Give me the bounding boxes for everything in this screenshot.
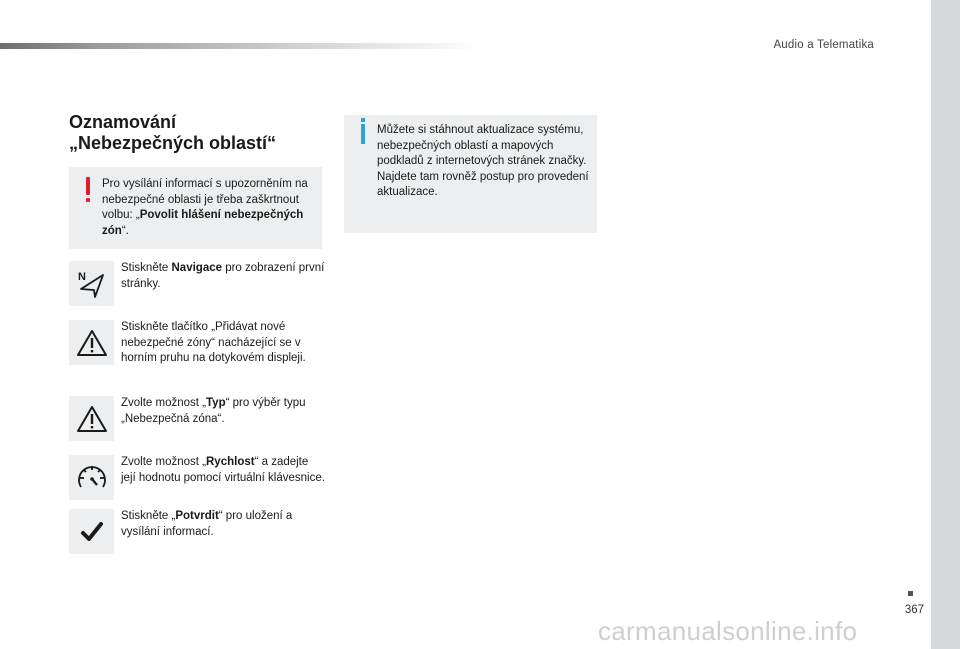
step-add-danger-zone: [69, 320, 329, 365]
warning-note-text: Pro vysílání informací s upozorněním na nebezpečné oblasti je třeba zaškrtnout volbu: „Povolit hlášení nebezpečných zón“.: [102, 178, 308, 237]
page-number: 367: [904, 604, 924, 616]
svg-text:N: N: [77, 270, 86, 283]
page-heading: [69, 112, 276, 154]
warning-note-option: Povolit hlášení nebezpečných zón: [102, 209, 304, 237]
step-navigation: [69, 261, 329, 306]
speedometer-icon: [69, 455, 114, 500]
step-text: Stiskněte Navigace pro zobrazení první stránky.: [121, 262, 325, 290]
warning-triangle-icon: [69, 320, 114, 365]
info-icon: [361, 124, 365, 144]
step-text: Zvolte možnost „Typ“ pro výběr typu „Nebezpečná zóna“.: [121, 397, 306, 425]
warning-triangle-icon: [69, 396, 114, 441]
watermark: carmanualsonline.info: [598, 616, 858, 646]
exclamation-icon: [86, 177, 90, 195]
navigation-icon: [69, 261, 114, 306]
step-text: Stiskněte tlačítko „Přidávat nové nebezpečné zóny“ nacházející se v horním pruhu na dotykovém displeji.: [121, 321, 306, 364]
step-text: Stiskněte „Potvrdit“ pro uložení a vysílání informací.: [121, 510, 293, 538]
step-text: Zvolte možnost „Rychlost“ a zadejte její hodnotu pomocí virtuální klávesnice.: [121, 456, 325, 484]
heading-line-2: „Nebezpečných oblastí“: [69, 133, 277, 153]
info-note-box: [344, 115, 597, 233]
step-type: [69, 396, 329, 441]
section-title: Audio a Telematika: [773, 39, 874, 51]
step-confirm: [69, 509, 329, 554]
step-speed: [69, 455, 329, 500]
info-note-text: Můžete si stáhnout aktualizace systému, nebezpečných oblastí a mapových podkladů z internetových stránek značky. Najdete tam rovněž postup pro provedení aktualizace.: [377, 124, 589, 198]
header-gradient-bar: [0, 43, 480, 49]
page-marker: [908, 591, 913, 596]
heading-line-1: Oznamování: [69, 112, 177, 132]
warning-note-box: [69, 167, 322, 249]
checkmark-icon: [69, 509, 114, 554]
page-side-strip: [931, 0, 960, 649]
